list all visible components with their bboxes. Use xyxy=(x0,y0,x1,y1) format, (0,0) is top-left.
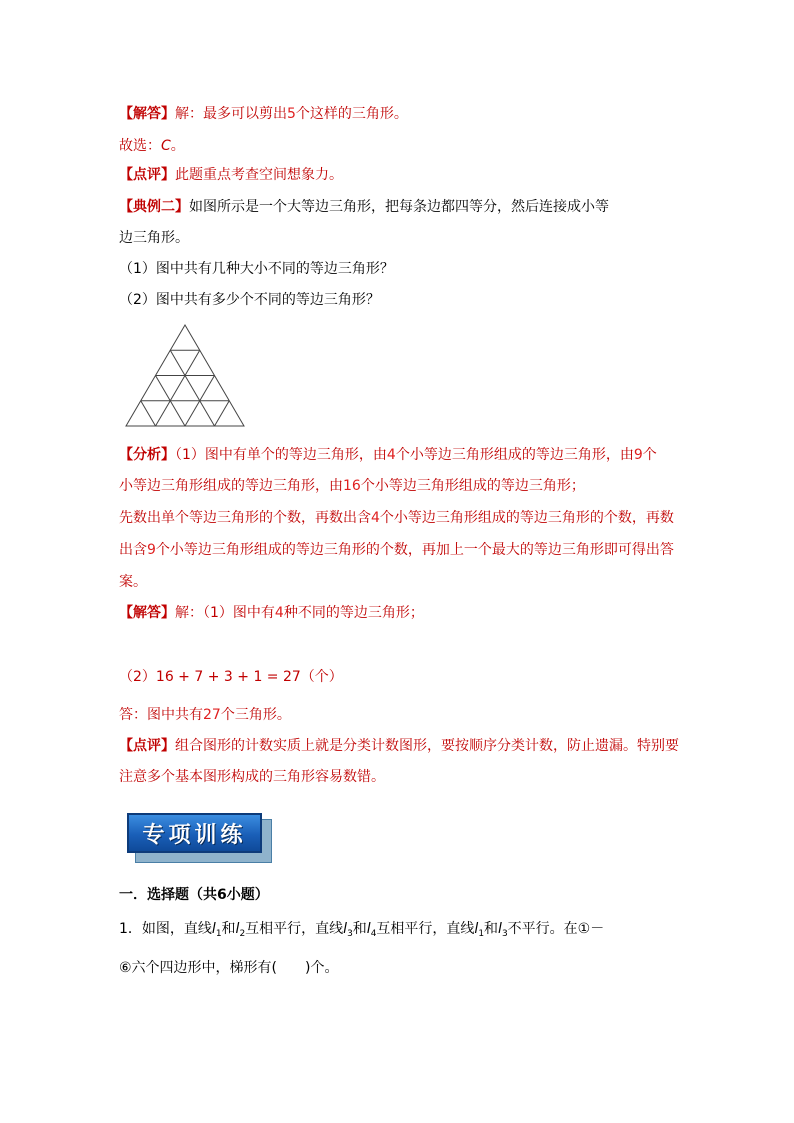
triangle-figure xyxy=(120,322,250,428)
answer-line-2: 【解答】解：（1）图中有4种不同的等边三角形； xyxy=(119,605,424,621)
formula-expression: 16 + 7 + 3 + 1 = 27 xyxy=(155,669,301,685)
banner-title: 专项训练 xyxy=(127,813,262,853)
choice-value: C xyxy=(161,138,171,154)
analysis-line-3: 先数出单个等边三角形的个数，再数出含4个小等边三角形组成的等边三角形的个数，再数 xyxy=(119,510,674,526)
example-tag: 【典例二】 xyxy=(119,199,189,215)
comment-tag: 【点评】 xyxy=(119,167,175,183)
analysis-tag: 【分析】 xyxy=(119,447,175,463)
answer-number: 5 xyxy=(287,106,296,122)
diagonal-line xyxy=(215,401,230,426)
problem-1-line-1: 1．如图，直线$l_1$和$l_2$互相平行，直线$l_3$和$l_4$互相平行，直线$l_1$和$l_3$不平行。在①－ xyxy=(119,921,605,939)
example-title-cont: 边三角形。 xyxy=(119,230,189,246)
analysis-line-4: 出含9个小等边三角形组成的等边三角形的个数，再加上一个最大的等边三角形即可得出答 xyxy=(119,542,674,558)
formula-line: （2）16 + 7 + 3 + 1 = 27（个） xyxy=(119,669,343,685)
question-1: （1）图中共有几种大小不同的等边三角形？ xyxy=(119,261,394,277)
final-answer-line: 答：图中共有27个三角形。 xyxy=(119,707,291,723)
answer-tag: 【解答】 xyxy=(119,605,175,621)
diagonal-line xyxy=(141,401,156,426)
analysis-line-1: 【分析】（1）图中有单个的等边三角形，由4个小等边三角形组成的等边三角形，由9个 xyxy=(119,447,657,463)
comment-line-2-cont: 注意多个基本图形构成的三角形容易数错。 xyxy=(119,769,385,785)
diagonal-line xyxy=(156,350,200,426)
answer-tag: 【解答】 xyxy=(119,106,175,122)
choice-line: 故选：C。 xyxy=(119,138,185,154)
answer-line-1: 【解答】解：最多可以剪出5个这样的三角形。 xyxy=(119,106,408,122)
example-title: 【典例二】如图所示是一个大等边三角形，把每条边都四等分，然后连接成小等 xyxy=(119,199,609,215)
analysis-line-2: 小等边三角形组成的等边三角形，由16个小等边三角形组成的等边三角形； xyxy=(119,478,585,494)
comment-tag: 【点评】 xyxy=(119,738,175,754)
section-banner xyxy=(127,813,270,861)
question-2: （2）图中共有多少个不同的等边三角形？ xyxy=(119,292,380,308)
comment-line-2: 【点评】组合图形的计数实质上就是分类计数图形，要按顺序分类计数，防止遗漏。特别要 xyxy=(119,738,679,754)
problem-1-line-2: ⑥六个四边形中，梯形有( )个。 xyxy=(119,960,339,976)
analysis-line-5: 案。 xyxy=(119,574,147,590)
comment-line-1: 【点评】此题重点考查空间想象力。 xyxy=(119,167,343,183)
diagonal-line xyxy=(170,350,214,426)
section-heading: 一．选择题（共6小题） xyxy=(119,887,269,903)
